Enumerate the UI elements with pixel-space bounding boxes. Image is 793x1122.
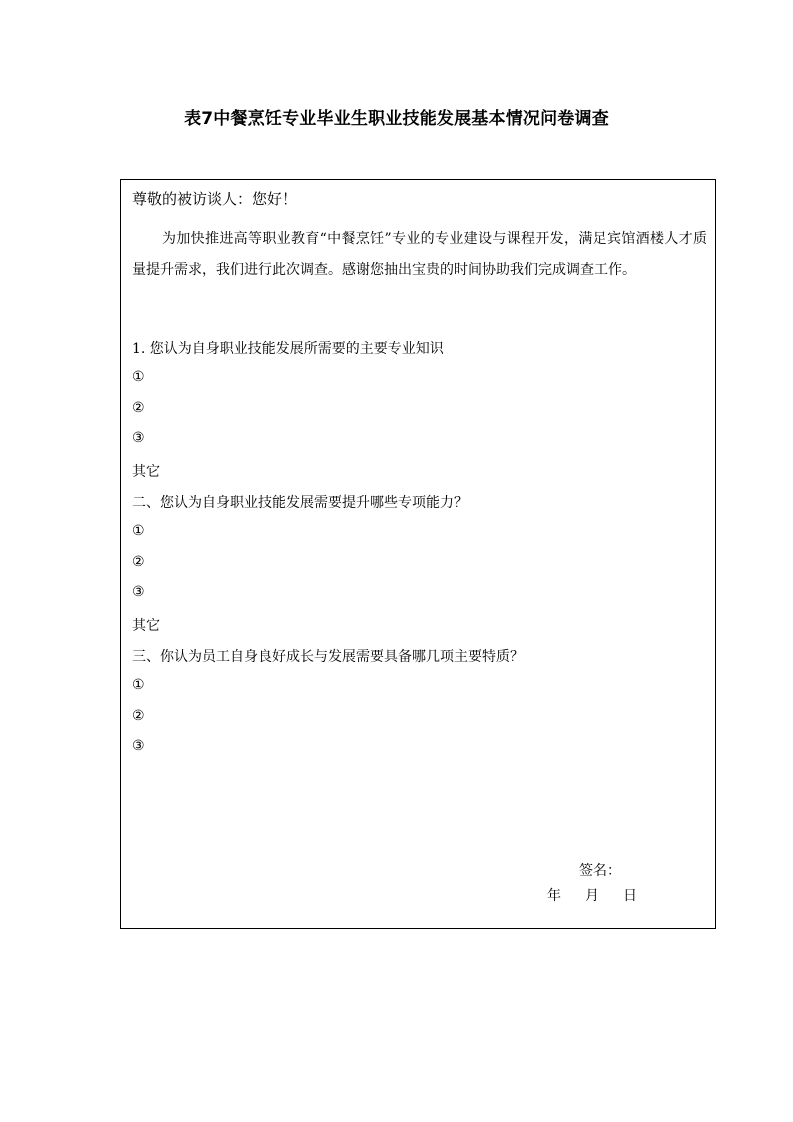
date-line [547,885,637,905]
intro-paragraph: 为加快推进高等职业教育“中餐烹饪”专业的专业建设与课程开发，满足宾馆酒楼人才质量提升需求，我们进行此次调查。感谢您抽出宝贵的时间协助我们完成调查工作。 [132,231,707,278]
q1-option-1: ① [132,369,145,385]
q1-option-2: ② [132,400,145,416]
question-1: 1. 您认为自身职业技能发展所需要的主要专业知识 [132,341,444,357]
q2-option-2: ② [132,554,145,570]
question-2: 二、您认为自身职业技能发展需要提升哪些专项能力？ [132,495,468,511]
q3-option-2: ② [132,708,145,724]
q2-option-3: ③ [132,584,145,600]
date-day: 日 [623,888,637,904]
date-year: 年 [547,888,561,904]
greeting: 尊敬的被访谈人：您好！ [132,190,298,208]
signature-label: 签名： [579,863,621,879]
q1-other: 其它 [132,464,160,480]
question-3: 三、你认为员工自身良好成长与发展需要具备哪几项主要特质？ [132,649,524,665]
date-month: 月 [585,888,599,904]
page-title: 表7中餐烹饪专业毕业生职业技能发展基本情况问卷调查 [184,109,609,129]
questionnaire-box [120,179,716,929]
q2-option-1: ① [132,523,145,539]
q1-option-3: ③ [132,430,145,446]
q3-option-1: ① [132,677,145,693]
q2-other: 其它 [132,618,160,634]
q3-option-3: ③ [132,738,145,754]
